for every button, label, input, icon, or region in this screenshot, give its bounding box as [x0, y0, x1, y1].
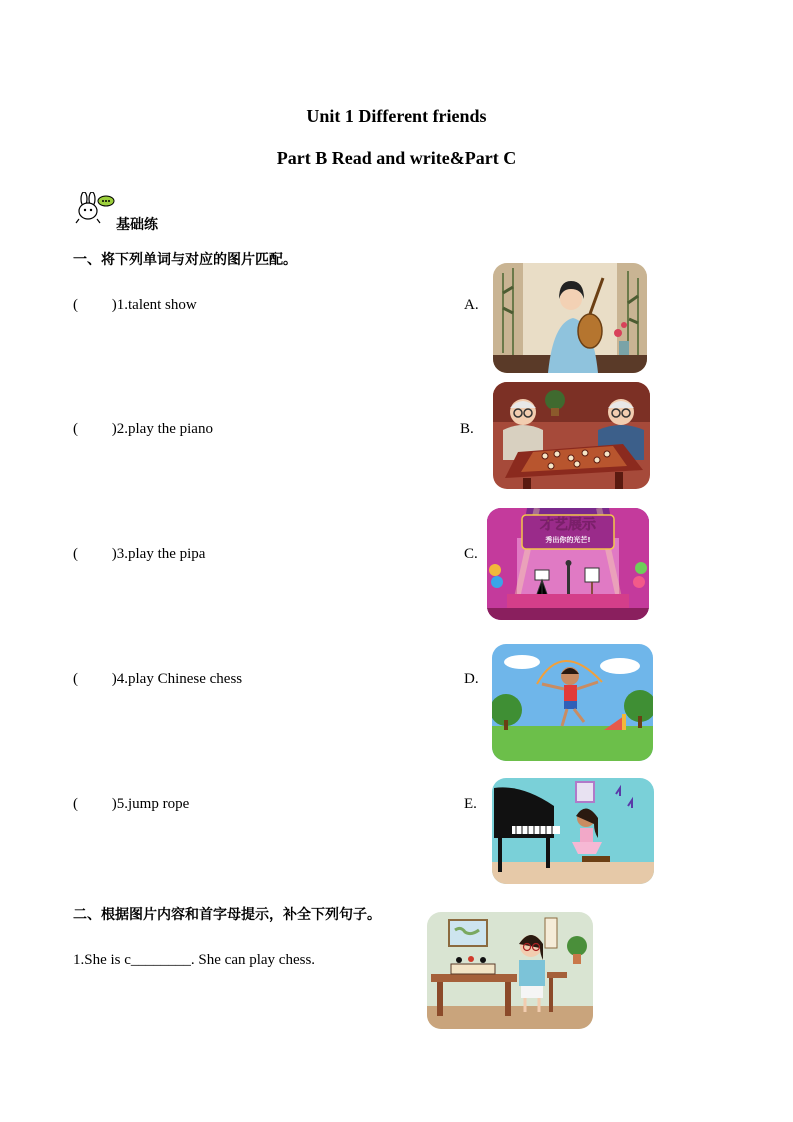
option-letter-c: C. [464, 546, 478, 562]
match-item-2: ( )2.play the piano [73, 421, 213, 437]
picture-b-chinese-chess [493, 382, 650, 489]
option-letter-e: E. [464, 796, 477, 812]
basic-practice-label: 基础练 [116, 217, 158, 233]
rabbit-mascot-icon [73, 192, 115, 224]
option-letter-d: D. [464, 671, 479, 687]
picture-e-girl-playing-piano [492, 778, 654, 884]
match-item-4: ( )4.play Chinese chess [73, 671, 243, 687]
picture-girl-thinking-chess [427, 912, 593, 1029]
stage-banner-title: 才艺展示 [540, 517, 596, 533]
match-item-3: ( )3.play the pipa [73, 546, 206, 562]
option-letter-b: B. [460, 421, 474, 437]
picture-a-girl-playing-pipa [493, 263, 647, 373]
page-title: Unit 1 Different friends [306, 106, 487, 126]
section1-heading: 一、将下列单词与对应的图片匹配。 [73, 252, 297, 268]
match-item-5: ( )5.jump rope [73, 796, 190, 812]
fill-sentence-1: 1.She is c________. She can play chess. [73, 952, 316, 968]
picture-c-talent-show-stage [487, 508, 649, 620]
section2-heading: 二、根据图片内容和首字母提示，补全下列句子。 [73, 907, 381, 923]
match-item-1: ( )1.talent show [73, 297, 197, 313]
stage-banner-subtitle: 秀出你的光芒! [545, 536, 591, 544]
page-subtitle: Part B Read and write&Part C [276, 148, 517, 168]
option-letter-a: A. [464, 297, 479, 313]
picture-d-girl-jumping-rope [492, 644, 653, 761]
